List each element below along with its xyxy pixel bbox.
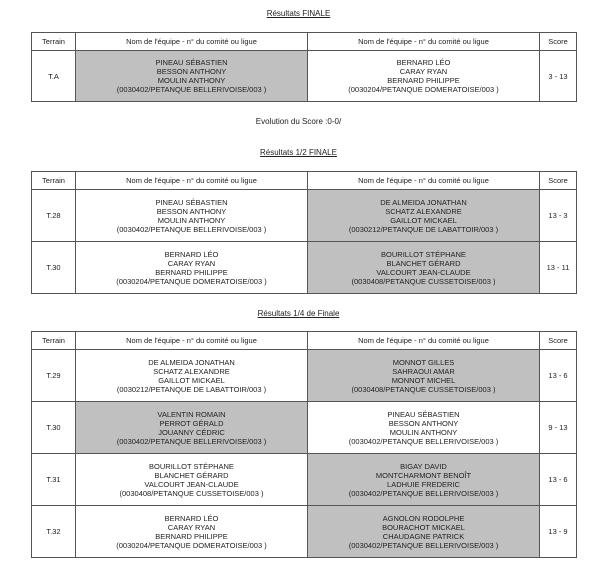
header-terrain: Terrain [32,332,76,350]
header-team2: Nom de l'équipe - n° du comité ou ligue [308,332,540,350]
team2-cell: BOURILLOT STÉPHANE BLANCHET GÉRARD VALCOURT JEAN-CLAUDE (0030408/PETANQUE CUSSETOISE/003 ) [308,242,540,294]
table-row [32,454,577,506]
quart-table [31,331,577,558]
header-team2: Nom de l'équipe - n° du comité ou ligue [308,33,540,51]
table-row [32,190,577,242]
terrain-cell: T.30 [32,402,76,454]
table-row [32,402,577,454]
finale-table [31,32,577,102]
terrain-cell: T.30 [32,242,76,294]
finale-title: Résultats FINALE [266,9,331,18]
team2-cell: AGNOLON RODOLPHE BOURACHOT MICKAEL CHAUDAGNE PATRICK (0030402/PETANQUE BELLERIVOISE/003 ) [308,506,540,558]
team2-cell: BIGAY DAVID MONTCHARMONT BENOÎT LADHUIE FREDERIC (0030402/PETANQUE BELLERIVOISE/003 ) [308,454,540,506]
score-cell: 13 - 6 [540,350,577,402]
table-header-row [32,172,577,190]
team2-cell: BERNARD LÉO CARAY RYAN BERNARD PHILIPPE (0030204/PETANQUE DOMERATOISE/003 ) [308,51,540,102]
header-terrain: Terrain [32,172,76,190]
team2-cell: MONNOT GILLES SAHRAOUI AMAR MONNOT MICHEL (0030408/PETANQUE CUSSETOISE/003 ) [308,350,540,402]
header-score: Score [540,332,577,350]
demi-title: Résultats 1/2 FINALE [260,148,337,157]
score-cell: 13 - 3 [540,190,577,242]
table-row [32,506,577,558]
team1-cell: DE ALMEIDA JONATHAN SCHATZ ALEXANDRE GAILLOT MICKAEL (0030212/PETANQUE DE LABATTOIR/003 ) [76,350,308,402]
quart-title: Résultats 1/4 de Finale [257,309,340,318]
team1-cell: BERNARD LÉO CARAY RYAN BERNARD PHILIPPE (0030204/PETANQUE DOMERATOISE/003 ) [76,506,308,558]
header-team2: Nom de l'équipe - n° du comité ou ligue [308,172,540,190]
header-team1: Nom de l'équipe - n° du comité ou ligue [76,332,308,350]
score-cell: 13 - 9 [540,506,577,558]
score-cell: 9 - 13 [540,402,577,454]
team1-cell: PINEAU SÉBASTIEN BESSON ANTHONY MOULIN ANTHONY (0030402/PETANQUE BELLERIVOISE/003 ) [76,51,308,102]
team1-cell: BOURILLOT STÉPHANE BLANCHET GÉRARD VALCOURT JEAN-CLAUDE (0030408/PETANQUE CUSSETOISE/003 ) [76,454,308,506]
terrain-cell: T.28 [32,190,76,242]
header-score: Score [540,172,577,190]
table-row [32,350,577,402]
team1-cell: PINEAU SÉBASTIEN BESSON ANTHONY MOULIN ANTHONY (0030402/PETANQUE BELLERIVOISE/003 ) [76,190,308,242]
table-row [32,51,577,102]
table-row [32,242,577,294]
team2-cell: DE ALMEIDA JONATHAN SCHATZ ALEXANDRE GAILLOT MICKAEL (0030212/PETANQUE DE LABATTOIR/003 ) [308,190,540,242]
score-cell: 3 - 13 [540,51,577,102]
header-team1: Nom de l'équipe - n° du comité ou ligue [76,172,308,190]
score-cell: 13 - 6 [540,454,577,506]
header-score: Score [540,33,577,51]
score-cell: 13 - 11 [540,242,577,294]
terrain-cell: T.31 [32,454,76,506]
terrain-cell: T.29 [32,350,76,402]
team2-cell: PINEAU SÉBASTIEN BESSON ANTHONY MOULIN ANTHONY (0030402/PETANQUE BELLERIVOISE/003 ) [308,402,540,454]
demi-table [31,171,577,294]
team1-cell: VALENTIN ROMAIN PERROT GÉRALD JOUANNY CÉDRIC (0030402/PETANQUE BELLERIVOISE/003 ) [76,402,308,454]
team1-cell: BERNARD LÉO CARAY RYAN BERNARD PHILIPPE (0030204/PETANQUE DOMERATOISE/003 ) [76,242,308,294]
header-team1: Nom de l'équipe - n° du comité ou ligue [76,33,308,51]
score-evolution: Evolution du Score :0-0/ [255,117,342,126]
terrain-cell: T.32 [32,506,76,558]
table-header-row [32,33,577,51]
terrain-cell: T.A [32,51,76,102]
header-terrain: Terrain [32,33,76,51]
table-header-row [32,332,577,350]
